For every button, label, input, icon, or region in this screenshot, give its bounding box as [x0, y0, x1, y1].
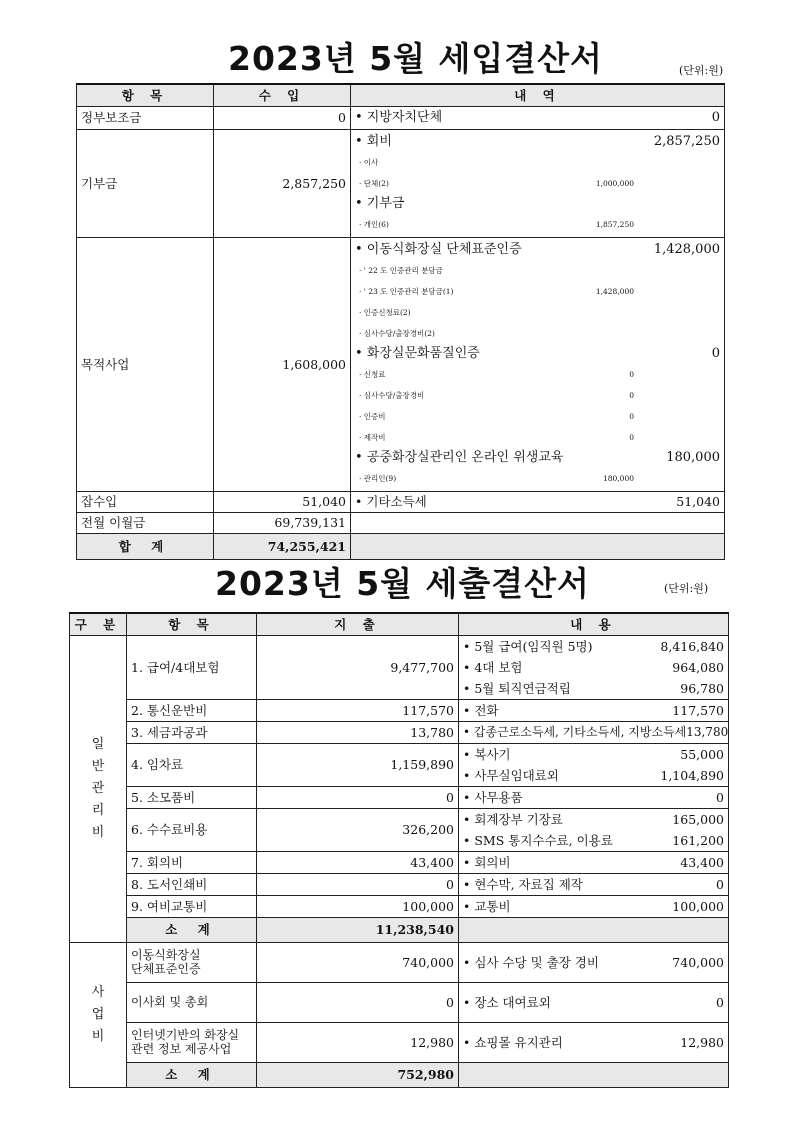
item-cell: 목적사업 — [77, 237, 214, 491]
detail-amount: 51,040 — [676, 494, 720, 509]
detail-amount: 96,780 — [680, 680, 724, 696]
detail-amount: 165,000 — [672, 811, 724, 827]
subtotal-amount: 11,238,540 — [257, 917, 459, 942]
detail-amount: 8,416,840 — [660, 638, 724, 654]
amount-cell: 0 — [214, 106, 351, 129]
item-cell: 정부보조금 — [77, 106, 214, 129]
amount-cell: 12,980 — [257, 1022, 459, 1062]
expense-row — [70, 873, 729, 895]
detail-label: • 갑종근로소득세, 기타소득세, 지방소득세 — [463, 724, 687, 739]
expense-row — [70, 808, 729, 851]
expense-header-detail: 내 용 — [459, 613, 729, 635]
sub-amount: 0 — [629, 390, 634, 400]
item-cell: 7. 회의비 — [127, 851, 257, 873]
expense-table — [69, 612, 729, 1088]
category-general: 일 반 관 리 비 — [70, 635, 127, 942]
category-business: 사 업 비 — [70, 942, 127, 1087]
sub-label: · 신청료 — [359, 369, 386, 379]
income-title: 2023년 5월 세입결산서 — [228, 39, 603, 78]
expense-unit: (단위:원) — [664, 582, 709, 595]
detail-cell — [459, 699, 729, 721]
income-header-amount: 수 입 — [214, 84, 351, 106]
sub-label: · 이사 — [359, 157, 379, 167]
detail-label: • 현수막, 자료집 제작 — [463, 876, 583, 892]
item-cell: 인터넷기반의 화장실 관련 정보 제공사업 — [127, 1022, 257, 1062]
detail-cell — [459, 808, 729, 851]
amount-cell: 100,000 — [257, 895, 459, 917]
detail-label: • 전화 — [463, 702, 499, 718]
subtotal-label: 소 계 — [127, 917, 257, 942]
sub-label: · 단체(2) — [359, 178, 389, 188]
detail-amount: 964,080 — [672, 659, 724, 675]
sub-amount: 1,857,250 — [595, 219, 634, 229]
detail-amount: 740,000 — [672, 954, 724, 970]
amount-cell: 13,780 — [257, 721, 459, 743]
detail-amount: 0 — [716, 876, 724, 892]
sub-amount: 0 — [629, 432, 634, 442]
expense-row — [70, 743, 729, 786]
sub-label: · ' 23 도 인증관리 분담금(1) — [359, 286, 454, 296]
sub-amount: 180,000 — [602, 473, 634, 483]
detail-amount: 180,000 — [666, 449, 720, 465]
income-row-subsidy — [77, 106, 725, 129]
detail-label: • 사무실임대료외 — [463, 767, 559, 783]
detail-label: • 쇼핑몰 유지관리 — [463, 1034, 563, 1050]
amount-cell: 0 — [257, 982, 459, 1022]
detail-amount: 0 — [711, 109, 720, 125]
item-cell: 기부금 — [77, 129, 214, 237]
amount-cell: 740,000 — [257, 942, 459, 982]
income-table — [76, 83, 725, 560]
detail-cell — [459, 851, 729, 873]
detail-label: • 기타소득세 — [355, 494, 427, 509]
detail-cell — [351, 237, 725, 491]
detail-label: • 화장실문화품질인증 — [355, 345, 480, 361]
expense-header-row — [70, 613, 729, 635]
sub-amount: 0 — [629, 369, 634, 379]
amount-cell: 0 — [257, 786, 459, 808]
expense-row — [70, 786, 729, 808]
detail-label: • 장소 대여료외 — [463, 994, 551, 1010]
item-cell: 6. 수수료비용 — [127, 808, 257, 851]
detail-amount: 55,000 — [680, 746, 724, 762]
detail-label: • 기부금 — [355, 195, 405, 211]
expense-row — [70, 699, 729, 721]
expense-subtotal-business — [70, 1062, 729, 1087]
detail-amount: 0 — [716, 994, 724, 1010]
subtotal-amount: 752,980 — [257, 1062, 459, 1087]
detail-label: • 4대 보험 — [463, 659, 523, 675]
detail-label: • 사무용품 — [463, 789, 523, 805]
income-row-misc — [77, 491, 725, 512]
detail-label: • 지방자치단체 — [355, 109, 443, 125]
detail-amount: 43,400 — [680, 854, 724, 870]
expense-row — [70, 895, 729, 917]
detail-label: • 회비 — [355, 133, 392, 149]
detail-amount: 117,570 — [672, 702, 724, 718]
sub-label: · 제작비 — [359, 432, 386, 442]
detail-cell — [351, 106, 725, 129]
detail-label: • 회계장부 기장료 — [463, 811, 563, 827]
detail-amount: 13,780 — [686, 724, 729, 739]
detail-label: • 5월 퇴직연금적립 — [463, 680, 571, 696]
detail-amount: 161,200 — [672, 832, 724, 848]
amount-cell: 117,570 — [257, 699, 459, 721]
detail-cell — [459, 786, 729, 808]
item-cell: 3. 세금과공과 — [127, 721, 257, 743]
detail-cell — [459, 942, 729, 982]
income-header-detail: 내 역 — [351, 84, 725, 106]
expense-row — [70, 942, 729, 982]
detail-cell — [351, 512, 725, 533]
item-cell: 5. 소모품비 — [127, 786, 257, 808]
item-cell: 이사회 및 총회 — [127, 982, 257, 1022]
sub-label: · 관리인(9) — [359, 473, 397, 483]
sub-amount: 1,428,000 — [595, 286, 634, 296]
detail-cell — [459, 635, 729, 699]
item-cell: 8. 도서인쇄비 — [127, 873, 257, 895]
income-unit: (단위:원) — [679, 64, 724, 77]
amount-cell: 2,857,250 — [214, 129, 351, 237]
detail-label: • 공중화장실관리인 온라인 위생교육 — [355, 449, 564, 465]
amount-cell: 9,477,700 — [257, 635, 459, 699]
amount-cell: 0 — [257, 873, 459, 895]
detail-amount: 2,857,250 — [653, 133, 720, 149]
expense-title: 2023년 5월 세출결산서 — [215, 564, 590, 603]
amount-cell: 43,400 — [257, 851, 459, 873]
detail-cell — [459, 743, 729, 786]
total-amount: 74,255,421 — [214, 533, 351, 559]
detail-label: • 교통비 — [463, 898, 511, 914]
item-cell: 9. 여비교통비 — [127, 895, 257, 917]
sub-label: · 개인(6) — [359, 219, 389, 229]
amount-cell: 1,608,000 — [214, 237, 351, 491]
expense-header-category: 구 분 — [70, 613, 127, 635]
income-row-total — [77, 533, 725, 559]
detail-cell — [459, 982, 729, 1022]
sub-label: · 심사수당/출장경비(2) — [359, 328, 435, 338]
detail-label: • SMS 통지수수료, 이용료 — [463, 832, 613, 848]
detail-label: • 복사기 — [463, 746, 511, 762]
expense-row — [70, 635, 729, 699]
detail-label: • 5월 급여(임직원 5명) — [463, 638, 593, 654]
detail-amount: 1,104,890 — [660, 767, 724, 783]
sub-label: · ' 22 도 인증관리 분담금 — [359, 265, 443, 275]
detail-cell — [459, 873, 729, 895]
detail-cell — [459, 895, 729, 917]
detail-amount: 12,980 — [680, 1034, 724, 1050]
amount-cell: 69,739,131 — [214, 512, 351, 533]
subtotal-label: 소 계 — [127, 1062, 257, 1087]
detail-label: • 이동식화장실 단체표준인증 — [355, 241, 522, 257]
income-row-purpose — [77, 237, 725, 491]
amount-cell: 326,200 — [257, 808, 459, 851]
item-cell: 1. 급여/4대보험 — [127, 635, 257, 699]
sub-amount: 1,000,000 — [595, 178, 634, 188]
detail-cell — [459, 917, 729, 942]
item-cell: 2. 통신운반비 — [127, 699, 257, 721]
income-header-row — [77, 84, 725, 106]
expense-header-amount: 지 출 — [257, 613, 459, 635]
income-row-donation — [77, 129, 725, 237]
total-label: 합 계 — [77, 533, 214, 559]
expense-row — [70, 1022, 729, 1062]
detail-amount: 1,428,000 — [653, 241, 720, 257]
detail-label: • 심사 수당 및 출장 경비 — [463, 954, 599, 970]
detail-cell — [351, 533, 725, 559]
amount-cell: 51,040 — [214, 491, 351, 512]
sub-label: · 인증비 — [359, 411, 386, 421]
amount-cell: 1,159,890 — [257, 743, 459, 786]
item-cell: 4. 임차료 — [127, 743, 257, 786]
detail-label: • 회의비 — [463, 854, 511, 870]
detail-cell — [459, 1062, 729, 1087]
detail-cell — [459, 721, 729, 743]
sub-label: · 인증신청료(2) — [359, 307, 411, 317]
detail-amount: 100,000 — [672, 898, 724, 914]
expense-subtotal-general — [70, 917, 729, 942]
item-cell: 이동식화장실 단체표준인증 — [127, 942, 257, 982]
expense-row — [70, 721, 729, 743]
expense-row — [70, 851, 729, 873]
sub-label: · 심사수당/출장경비 — [359, 390, 425, 400]
detail-amount: 0 — [716, 789, 724, 805]
detail-cell — [351, 129, 725, 237]
sub-amount: 0 — [629, 411, 634, 421]
item-cell: 잡수입 — [77, 491, 214, 512]
detail-amount: 0 — [711, 345, 720, 361]
expense-header-item: 항 목 — [127, 613, 257, 635]
income-header-item: 항 목 — [77, 84, 214, 106]
income-row-carry — [77, 512, 725, 533]
item-cell: 전월 이월금 — [77, 512, 214, 533]
detail-cell — [459, 1022, 729, 1062]
expense-row — [70, 982, 729, 1022]
detail-cell — [351, 491, 725, 512]
